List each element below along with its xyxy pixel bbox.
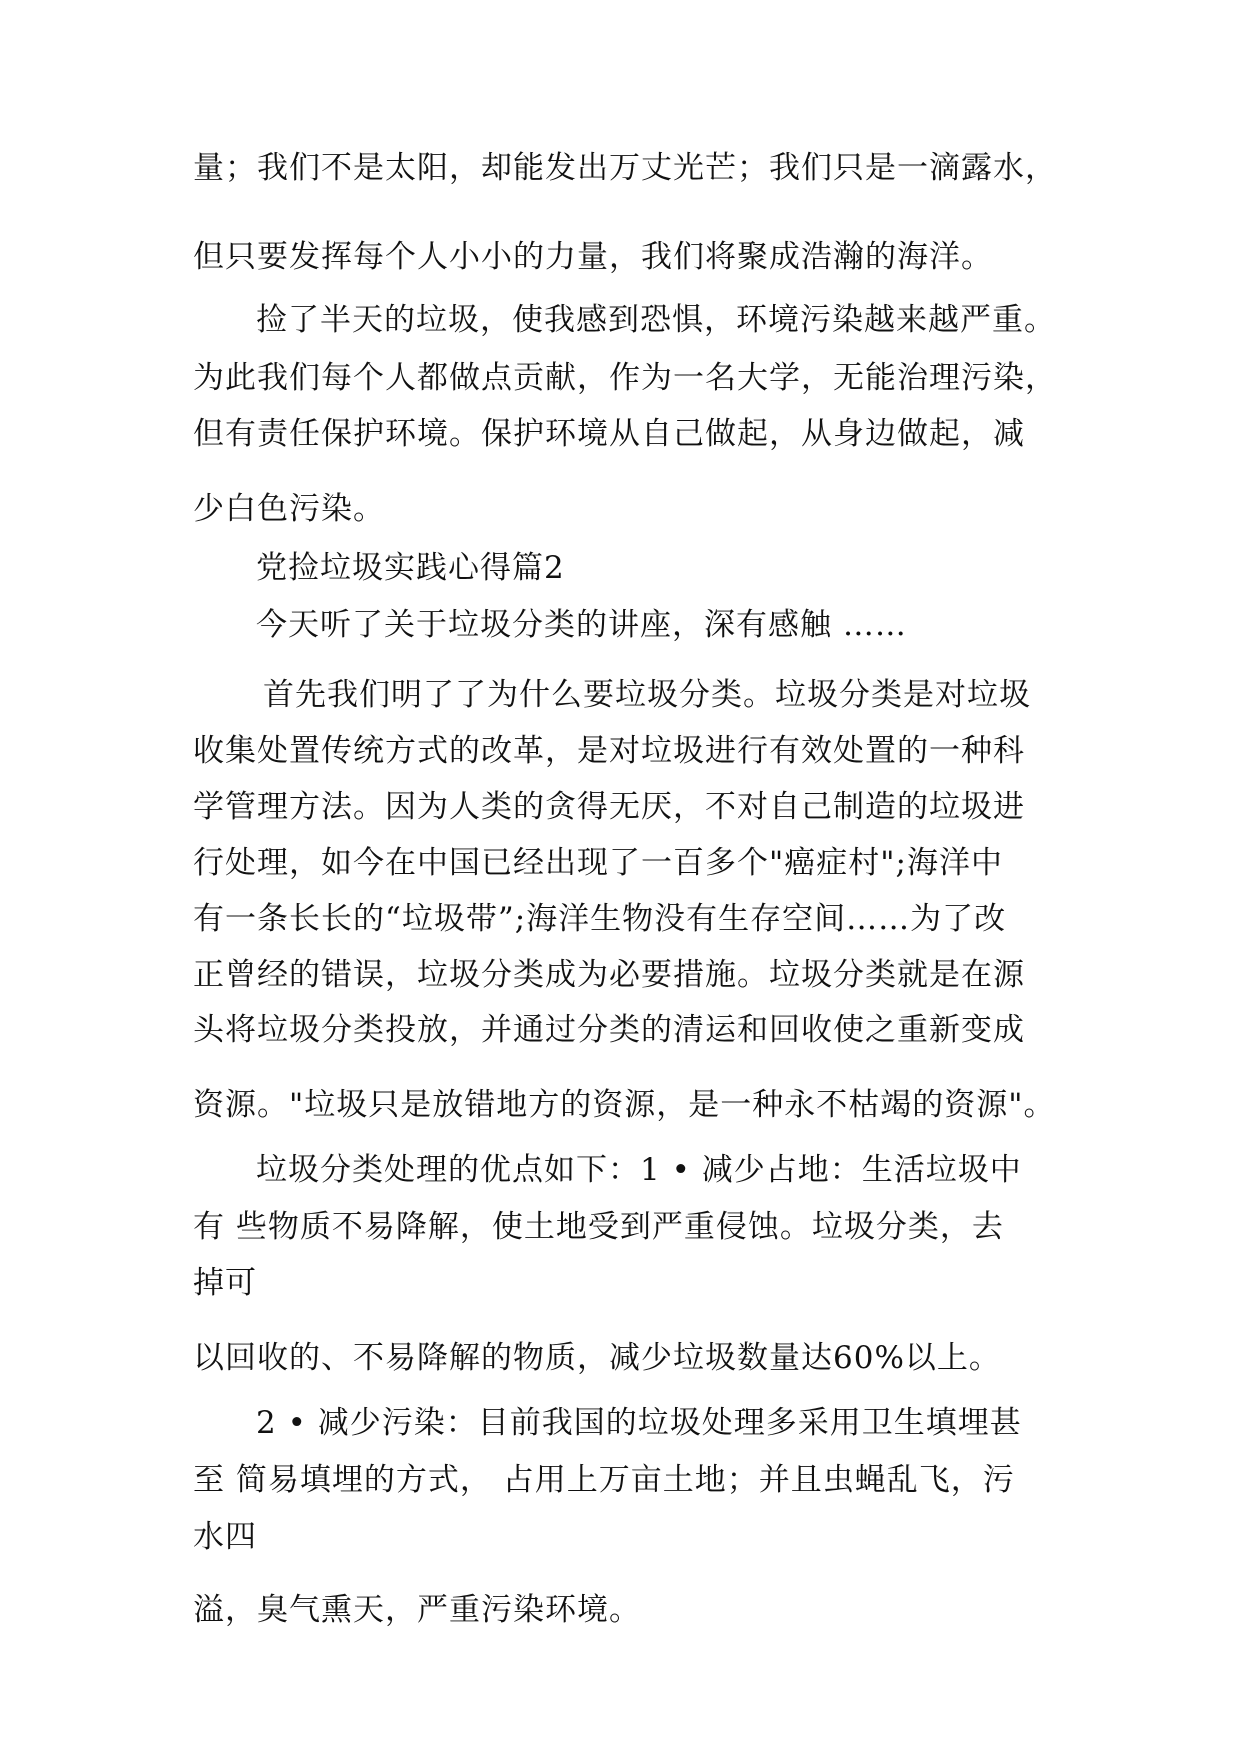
section-heading: 党捡垃圾实践心得篇2 — [256, 550, 565, 586]
text-line-5: 但有责任保护环境。保护环境从自己做起，从身边做起，减 — [193, 416, 1025, 452]
text-line-1: 量；我们不是太阳，却能发出万丈光芒；我们只是一滴露水， — [193, 150, 1057, 186]
text-line-8: 今天听了关于垃圾分类的讲座，深有感触 …… — [256, 607, 907, 643]
text-line-23: 水四 — [193, 1519, 257, 1555]
text-line-22: 至 简易填埋的方式， 占用上万亩土地；并且虫蝇乱飞，污 — [193, 1462, 1015, 1498]
text-line-24: 溢，臭气熏天，严重污染环境。 — [193, 1592, 641, 1628]
text-line-9: 首先我们明了了为什么要垃圾分类。垃圾分类是对垃圾 — [263, 677, 1031, 713]
text-line-14: 正曾经的错误，垃圾分类成为必要措施。垃圾分类就是在源 — [193, 957, 1025, 993]
text-line-16: 资源。"垃圾只是放错地方的资源，是一种永不枯竭的资源"。 — [193, 1087, 1056, 1123]
text-line-17: 垃圾分类处理的优点如下：1 • 减少占地：生活垃圾中 — [256, 1152, 1022, 1188]
text-line-12: 行处理，如今在中国已经出现了一百多个"癌症村";海洋中 — [193, 845, 1003, 881]
text-line-15: 头将垃圾分类投放，并通过分类的清运和回收使之重新变成 — [193, 1012, 1025, 1048]
text-line-4: 为此我们每个人都做点贡献，作为一名大学，无能治理污染， — [193, 360, 1057, 396]
text-line-20: 以回收的、不易降解的物质，减少垃圾数量达60%以上。 — [193, 1340, 1001, 1376]
text-line-11: 学管理方法。因为人类的贪得无厌，不对自己制造的垃圾进 — [193, 789, 1025, 825]
text-line-3: 捡了半天的垃圾，使我感到恐惧，环境污染越来越严重。 — [256, 302, 1056, 338]
text-line-18: 有 些物质不易降解，使土地受到严重侵蚀。垃圾分类，去 — [193, 1209, 1004, 1245]
text-line-10: 收集处置传统方式的改革，是对垃圾进行有效处置的一种科 — [193, 733, 1025, 769]
text-line-21: 2 • 减少污染：目前我国的垃圾处理多采用卫生填埋甚 — [256, 1405, 1022, 1441]
text-line-6: 少白色污染。 — [193, 491, 385, 527]
text-line-13: 有一条长长的“垃圾带”;海洋生物没有生存空间……为了改 — [193, 901, 1007, 937]
text-line-19: 掉可 — [193, 1265, 257, 1301]
text-line-2: 但只要发挥每个人小小的力量，我们将聚成浩瀚的海洋。 — [193, 239, 993, 275]
